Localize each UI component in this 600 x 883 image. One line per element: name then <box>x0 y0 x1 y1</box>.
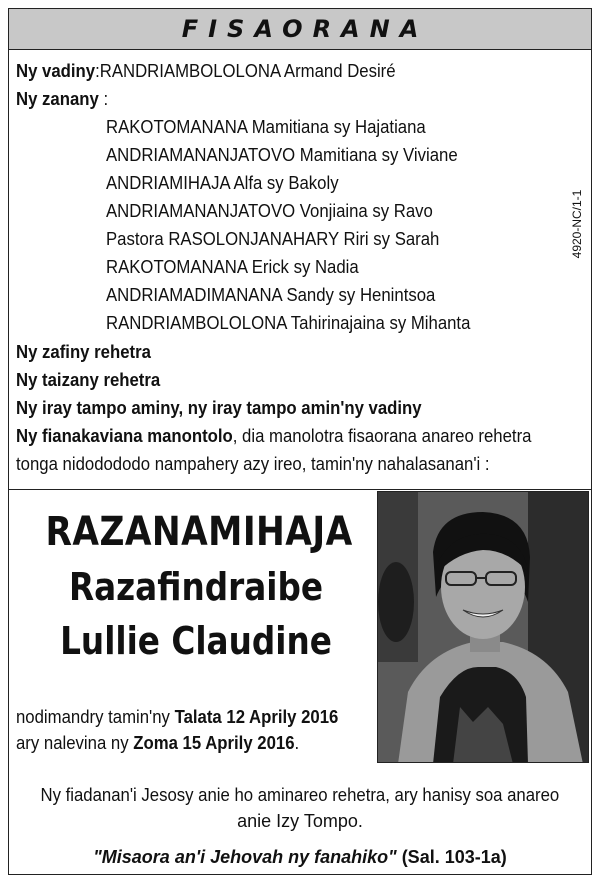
spouse-value: :RANDRIAMBOLOLONA Armand Desiré <box>95 61 396 81</box>
spouse-line <box>16 61 396 82</box>
children-label: Ny zanany <box>16 89 99 109</box>
death-date-prefix: nodimandry tamin'ny <box>16 707 175 727</box>
grandchildren-line: Ny zafiny rehetra <box>16 342 151 362</box>
deceased-name-line3: Lullie Claudine <box>60 619 332 663</box>
burial-date-line <box>16 733 299 754</box>
blessing-text1: Ny fiadanan'i Jesosy anie ho aminareo rehetra, ary hanisy soa anareo <box>40 785 560 805</box>
burial-date-suffix: . <box>294 733 300 753</box>
child-item: RANDRIAMBOLOLONA Tahirinajaina sy Mihanta <box>106 313 471 333</box>
burial-date-prefix: ary nalevina ny <box>16 733 134 753</box>
child-item: RAKOTOMANANA Erick sy Nadia <box>106 257 359 277</box>
deceased-surname: RAZANAMIHAJA <box>45 509 353 555</box>
children-heading <box>16 89 108 110</box>
section-divider <box>9 489 591 490</box>
child-item: Pastora RASOLONJANAHARY Riri sy Sarah <box>106 229 440 249</box>
obituary-frame <box>8 8 592 875</box>
child-item: ANDRIAMADIMANANA Sandy sy Henintsoa <box>106 285 436 305</box>
page-title: FISAORANA <box>181 15 429 43</box>
spouse-label: Ny vadiny <box>16 61 96 81</box>
reference-code: 4920-NC/1-1 <box>570 189 584 259</box>
siblings-line: Ny iray tampo aminy, ny iray tampo amin'ny vadiny <box>16 398 422 418</box>
child-item: ANDRIAMANANJATOVO Mamitiana sy Viviane <box>106 145 458 165</box>
children-colon: : <box>98 89 109 109</box>
bible-verse <box>9 847 591 868</box>
death-date-line <box>16 707 338 728</box>
blessing-line2: anie Izy Tompo. <box>237 811 363 831</box>
extended-family-label: Ny fianakaviana manontolo <box>16 426 233 446</box>
deceased-name-line2: Razafindraibe <box>68 565 324 609</box>
extended-family-text: , dia manolotra fisaorana anareo rehetra <box>232 426 532 446</box>
step-family-line: Ny taizany rehetra <box>16 370 161 390</box>
blessing-line1 <box>9 785 591 806</box>
extended-family-line <box>16 426 531 447</box>
verse-reference: (Sal. 103-1a) <box>396 847 507 867</box>
header-banner <box>9 9 591 50</box>
deceased-portrait <box>377 491 589 763</box>
burial-date: Zoma 15 Aprily 2016 <box>133 733 295 753</box>
child-item: ANDRIAMANANJATOVO Vonjiaina sy Ravo <box>106 201 433 221</box>
portrait-photo <box>378 492 589 763</box>
child-item: RAKOTOMANANA Mamitiana sy Hajatiana <box>106 117 426 137</box>
child-item: ANDRIAMIHAJA Alfa sy Bakoly <box>106 173 339 193</box>
death-date: Talata 12 Aprily 2016 <box>174 707 339 727</box>
verse-quote: "Misaora an'i Jehovah ny fanahiko" <box>93 847 397 867</box>
extended-family-line2: tonga nidodododo nampahery azy ireo, tamin'ny nahalasanan'i : <box>16 454 490 474</box>
